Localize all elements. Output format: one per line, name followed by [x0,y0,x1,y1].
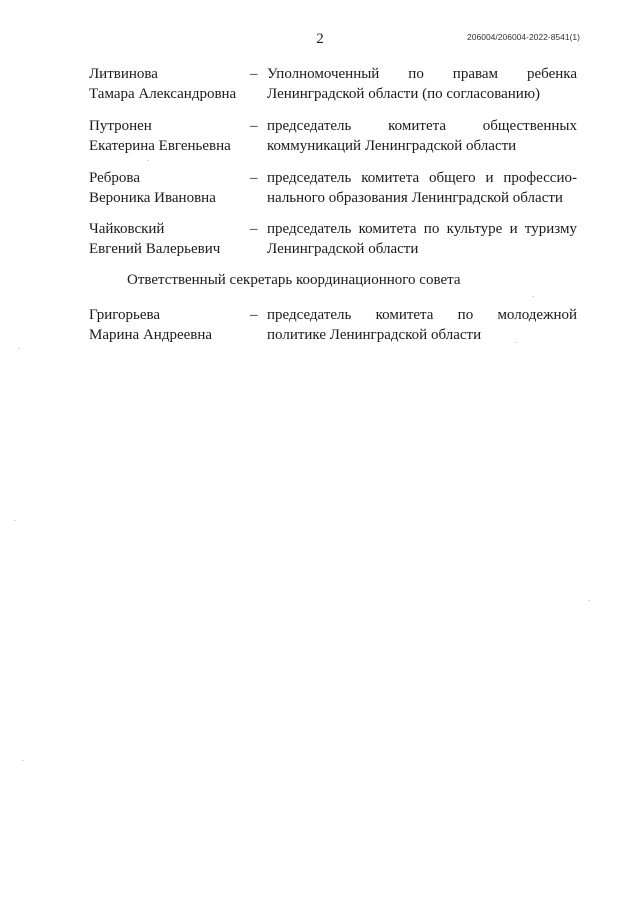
scan-speck [588,600,590,601]
position-line: председатель комитета общественных [267,118,577,134]
position-line: председатель комитета общего и профессио- [267,170,577,186]
scan-speck [22,760,24,761]
member-name [89,116,249,156]
dash-separator: – [250,307,258,323]
member-name [89,219,249,259]
position-line: коммуникаций Ленинградской области [267,138,517,154]
member-surname: Чайковский [89,221,165,237]
member-surname: Путронен [89,118,152,134]
dash-separator: – [250,221,258,237]
member-name [89,64,249,104]
position-line: Ленинградской области (по согласованию) [267,86,541,102]
member-given-names: Евгений Валерьевич [89,241,221,257]
member-surname: Реброва [89,170,140,186]
member-position [267,219,577,259]
scan-speck [515,342,517,343]
position-line: председатель комитета по культуре и туризму [267,221,577,237]
secretary-section-heading: Ответственный секретарь координационного совета [127,272,461,288]
dash-separator: – [250,66,258,82]
member-position [267,64,577,104]
scan-speck [14,520,16,521]
position-line: Ленинградской области [267,241,419,257]
member-surname: Григорьева [89,307,161,323]
dash-separator: – [250,118,258,134]
position-line: председатель комитета по молодежной [267,307,577,323]
member-position [267,168,577,208]
page-number: 2 [316,31,324,47]
member-given-names: Марина Андреевна [89,327,213,343]
member-position [267,116,577,156]
position-line: Уполномоченный по правам ребенка [267,66,577,82]
position-line: политике Ленинградской области [267,327,482,343]
scan-speck [18,348,20,349]
scan-speck [147,160,149,161]
scan-speck [532,296,534,297]
member-given-names: Вероника Ивановна [89,190,216,206]
dash-separator: – [250,170,258,186]
member-given-names: Тамара Александровна [89,86,237,102]
member-name [89,168,249,208]
member-surname: Литвинова [89,66,158,82]
position-line: нального образования Ленинградской области [267,190,563,206]
member-given-names: Екатерина Евгеньевна [89,138,231,154]
member-name [89,305,249,345]
document-registration-code: 206004/206004-2022-8541(1) [467,32,580,42]
member-position [267,305,577,345]
